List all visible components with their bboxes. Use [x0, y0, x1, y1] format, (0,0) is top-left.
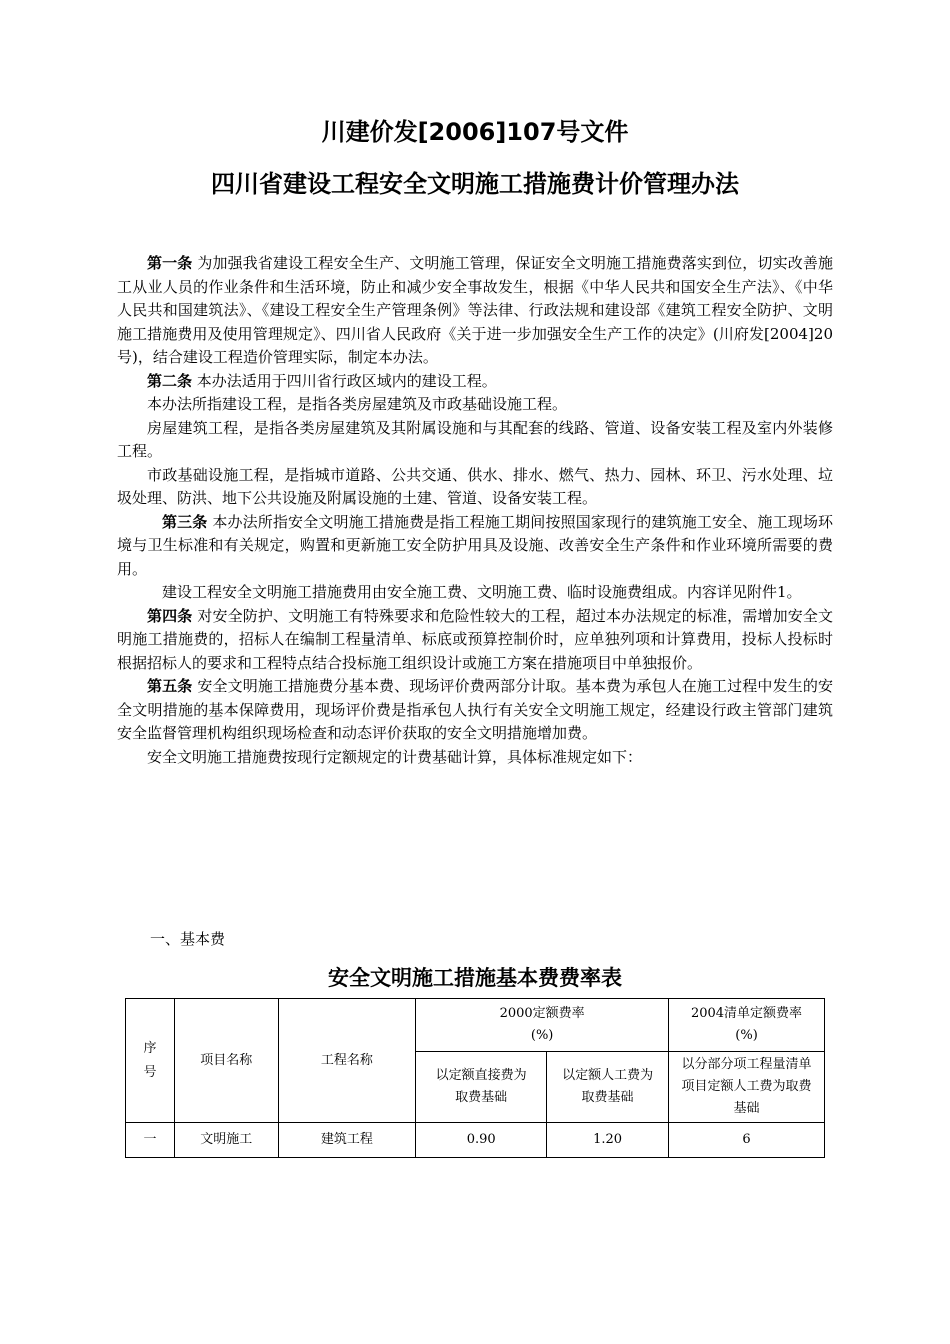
header-item-name: 项目名称: [174, 999, 278, 1123]
subheader-direct-cost-basis: 以定额直接费为取费基础: [416, 1052, 547, 1123]
article-3-label: 第三条: [162, 512, 208, 531]
table-row: [126, 1123, 825, 1158]
table-header-row: [126, 999, 825, 1052]
article-2-text: 本办法适用于四川省行政区域内的建设工程。: [192, 371, 497, 390]
header-project-name: 工程名称: [278, 999, 416, 1123]
article-3-text: 本办法所指安全文明施工措施费是指工程施工期间按照国家现行的建筑施工安全、施工现场环境与卫生标准和有关规定，购置和更新施工安全防护用具及设施、改善安全生产条件和作业环境所需要的费用。: [117, 512, 833, 578]
article-1: [117, 252, 833, 370]
document-number-title: 川建价发[2006]107号文件: [321, 118, 629, 146]
header-2004-rate-label: 2004清单定额费率: [690, 1006, 803, 1021]
header-2004-rate-unit: (%): [735, 1028, 758, 1043]
article-2-paragraph-2: 本办法所指建设工程，是指各类房屋建筑及市政基础设施工程。: [147, 395, 568, 413]
subheader-2004-basis: 以分部分项工程量清单项目定额人工费为取费基础: [669, 1052, 825, 1123]
article-2: [117, 370, 833, 394]
header-seq: 序号: [126, 999, 175, 1123]
article-4-text: 对安全防护、文明施工有特殊要求和危险性较大的工程，超过本办法规定的标准，需增加安全文明施工措施费的，招标人在编制工程量清单、标底或预算控制价时，应单独列项和计算费用，投标人投标时根据招标人的要求和工程特点结合投标施工组织设计或施工方案在措施项目中单独报价。: [117, 606, 833, 672]
subheader-labor-cost-basis: 以定额人工费为取费基础: [547, 1052, 669, 1123]
article-4: [117, 605, 833, 676]
article-3-paragraph-2: 建设工程安全文明施工措施费用由安全施工费、文明施工费、临时设施费组成。内容详见附件1。: [162, 583, 802, 601]
article-5: [117, 675, 833, 746]
table-title: 安全文明施工措施基本费费率表: [328, 966, 622, 990]
article-3: [117, 511, 833, 582]
article-2-paragraph-3: 房屋建筑工程，是指各类房屋建筑及其附属设施和与其配套的线路、管道、设备安装工程及室内外装修工程。: [117, 418, 833, 460]
rate-table: [125, 998, 825, 1158]
section-heading: 一、基本费: [150, 930, 226, 948]
header-2004-rate-group: [669, 999, 825, 1052]
cell-rate-2004: 6: [669, 1123, 825, 1158]
article-5-label: 第五条: [147, 677, 193, 695]
article-2-paragraph-4: 市政基础设施工程，是指城市道路、公共交通、供水、排水、燃气、热力、园林、环卫、污水处理、垃圾处理、防洪、地下公共设施及附属设施的土建、管道、设备安装工程。: [117, 465, 833, 507]
cell-rate-direct: 0.90: [416, 1123, 547, 1158]
article-5-paragraph-2: 安全文明施工措施费按现行定额规定的计费基础计算，具体标准规定如下：: [147, 747, 643, 766]
header-2000-rate-label: 2000定额费率: [499, 1006, 585, 1021]
cell-item: 文明施工: [174, 1123, 278, 1158]
article-2-label: 第二条: [147, 371, 193, 390]
article-1-label: 第一条: [147, 254, 193, 272]
document-main-title: 四川省建设工程安全文明施工措施费计价管理办法: [211, 170, 739, 198]
header-2000-rate-unit: (%): [530, 1028, 554, 1043]
document-body: [117, 252, 833, 769]
cell-seq: 一: [126, 1123, 175, 1158]
article-5-text: 安全文明施工措施费分基本费、现场评价费两部分计取。基本费为承包人在施工过程中发生的安全文明措施的基本保障费用，现场评价费是指承包人执行有关安全文明施工规定，经建设行政主管部门建筑安全监督管理机构组织现场检查和动态评价获取的安全文明措施增加费。: [117, 677, 833, 742]
article-4-label: 第四条: [147, 606, 193, 625]
article-1-text: 为加强我省建设工程安全生产、文明施工管理，保证安全文明施工措施费落实到位，切实改善施工从业人员的作业条件和生活环境，防止和减少安全事故发生，根据《中华人民共和国安全生产法》、《中华人民共和国建筑法》、《建设工程安全生产管理条例》等法律、行政法规和建设部《建筑工程安全防护、文明施工措施费用及使用管理规定》、四川省人民政府《关于进一步加强安全生产工作的决定》(川府发[2004]20号)，结合建设工程造价管理实际，制定本办法。: [117, 254, 833, 366]
header-2000-rate-group: [416, 999, 669, 1052]
cell-project: 建筑工程: [278, 1123, 416, 1158]
cell-rate-labor: 1.20: [547, 1123, 669, 1158]
